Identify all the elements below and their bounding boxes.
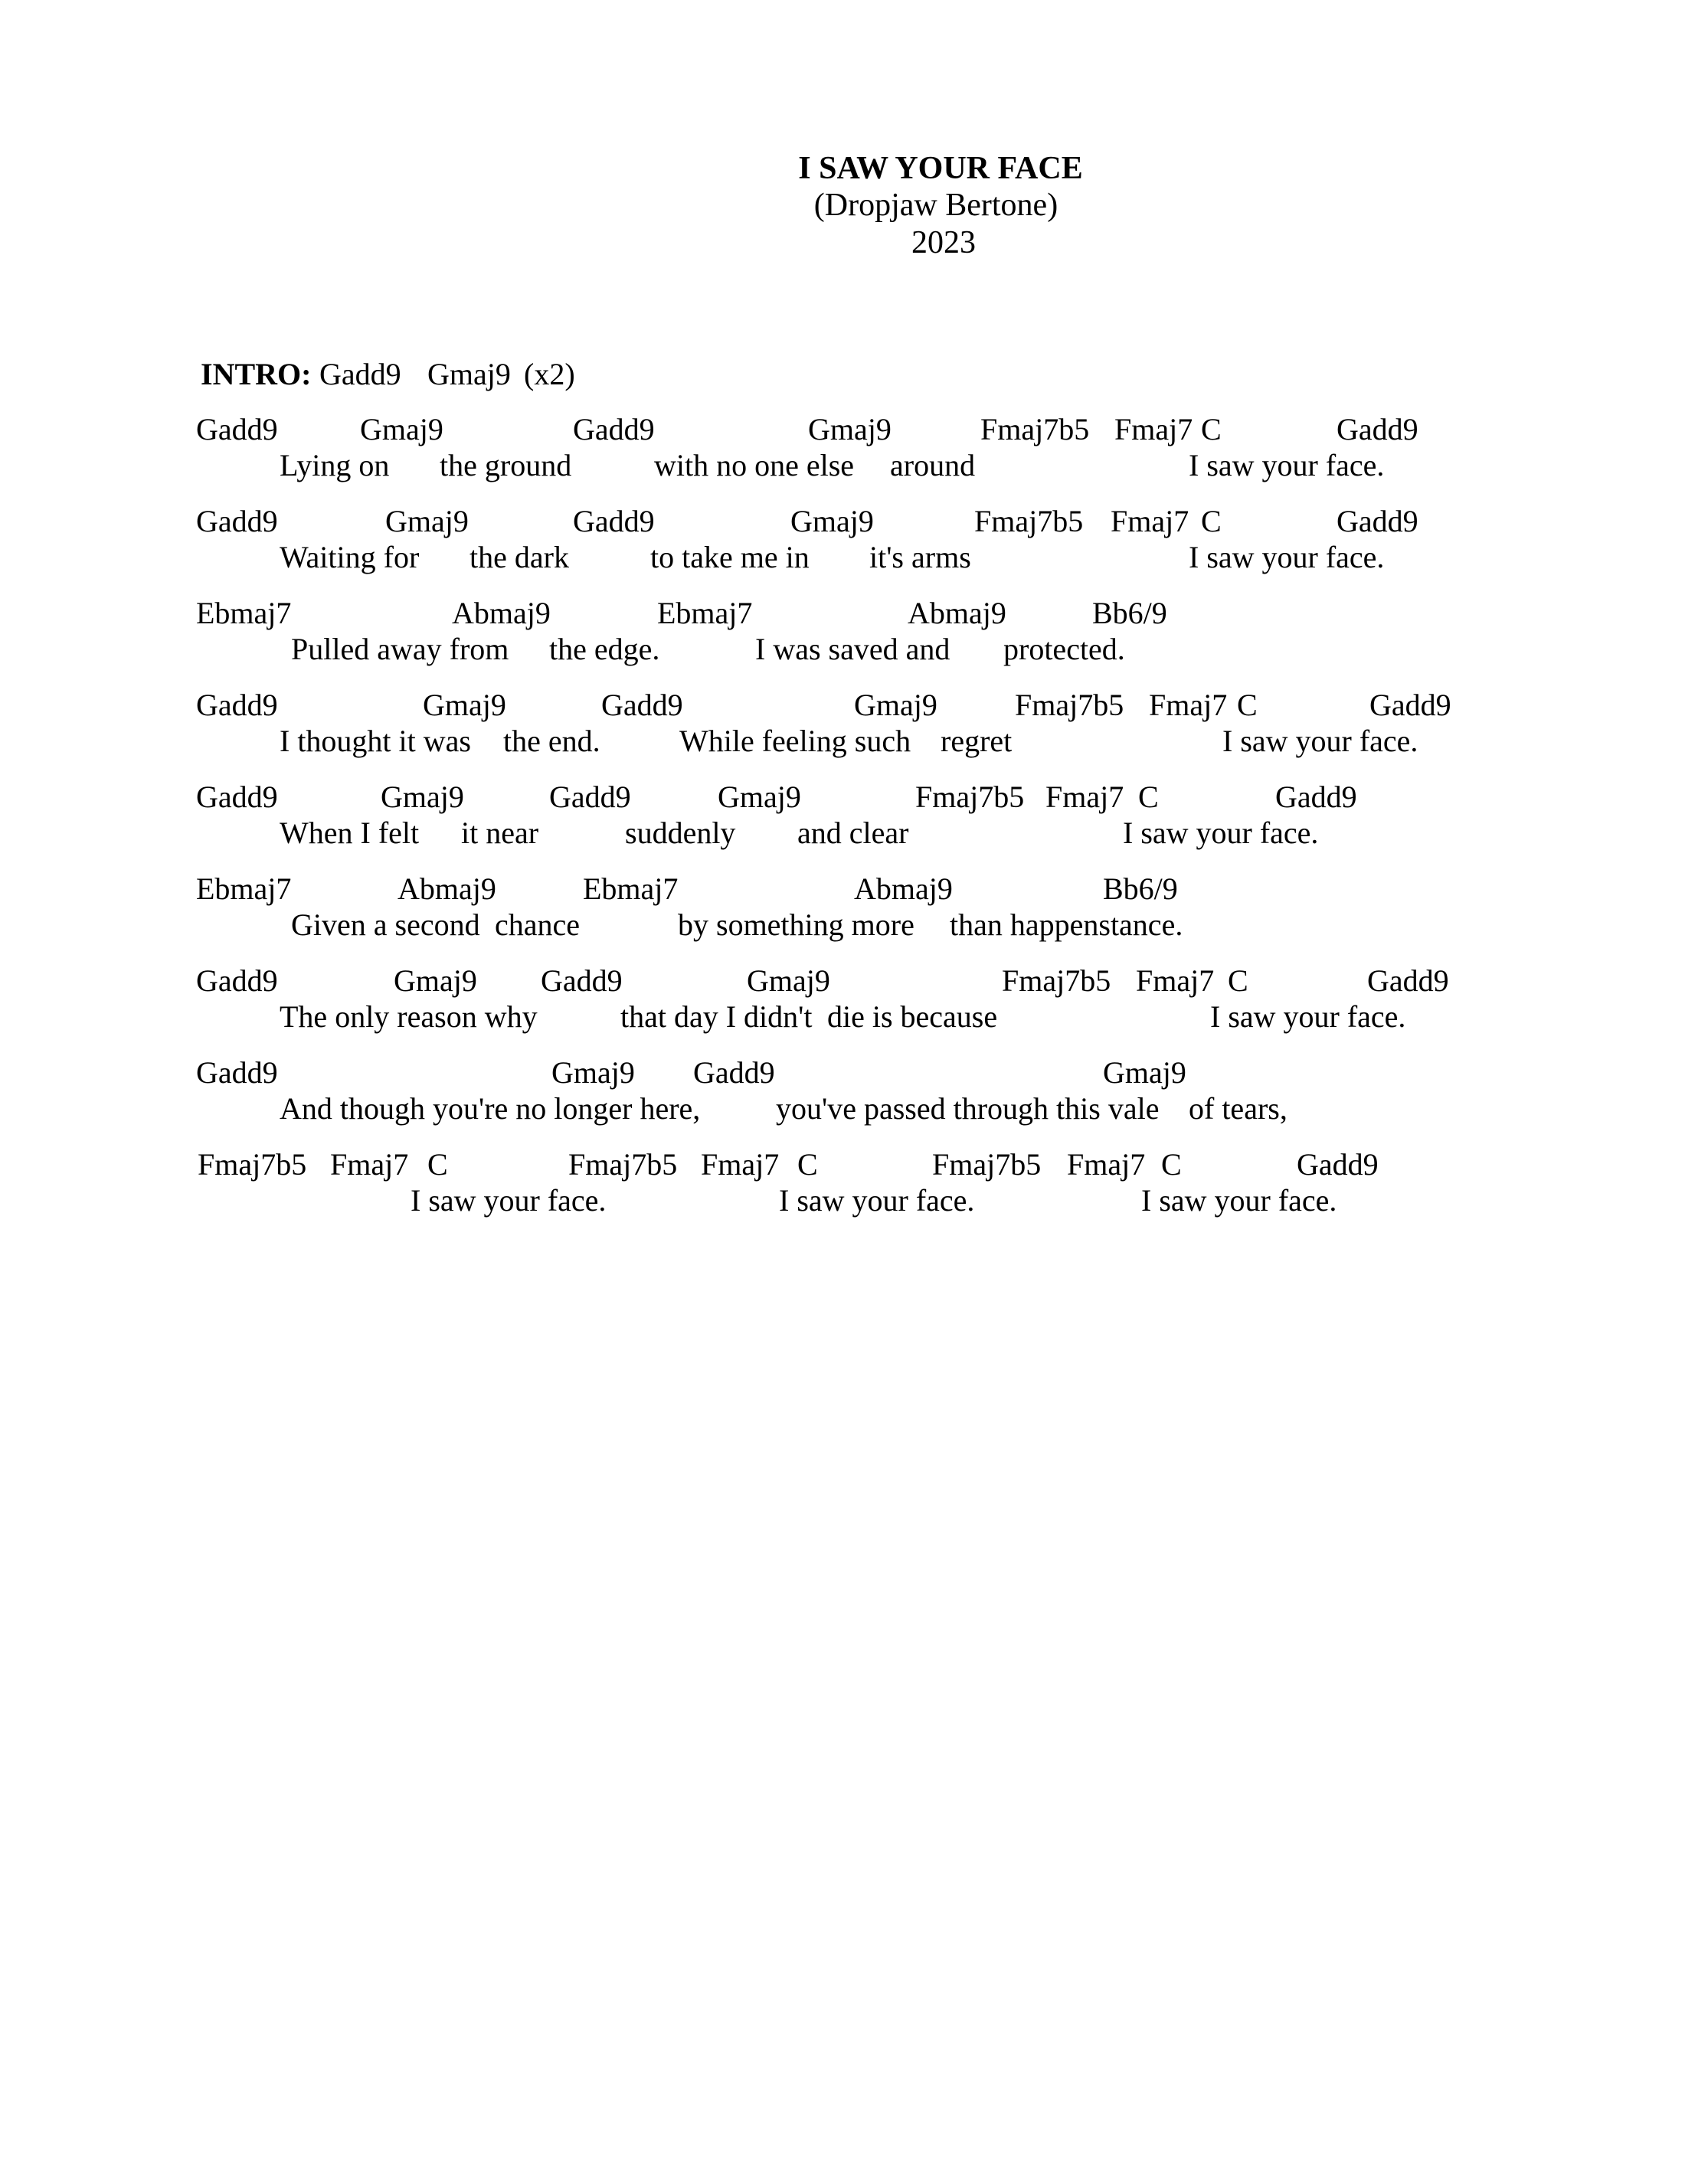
lyric-line [0, 999, 1685, 1039]
song-title: I SAW YOUR FACE [798, 151, 1083, 186]
chord-line [0, 688, 1685, 727]
chord: Gadd9 [1367, 963, 1449, 998]
lyric-segment: than happenstance. [950, 907, 1183, 942]
chord: C [427, 1147, 448, 1182]
chord: Gmaj9 [551, 1055, 635, 1090]
chord: Gadd9 [196, 1055, 278, 1090]
chord: Fmaj7 [1149, 688, 1228, 722]
lyric-line [0, 1091, 1685, 1131]
lyric-segment: The only reason why [280, 999, 538, 1034]
lyric-segment: When I felt [280, 816, 420, 850]
lyric-segment: I was saved and [755, 632, 950, 666]
chord: Gadd9 [196, 688, 278, 722]
lyric-segment: Waiting for [280, 540, 420, 574]
chord: Fmaj7 [1114, 412, 1193, 446]
chord: Fmaj7 [1111, 504, 1189, 538]
chord: Fmaj7 [1045, 780, 1124, 814]
lyric-segment: And though you're no longer here, [280, 1091, 701, 1126]
chord: Fmaj7b5 [932, 1147, 1042, 1182]
lyric-segment: I saw your face. [1189, 448, 1385, 482]
chord: Ebmaj7 [583, 871, 679, 906]
chord: Abmaj9 [398, 871, 496, 906]
lyric-line [0, 632, 1685, 672]
chord: Gadd9 [196, 780, 278, 814]
chord: Fmaj7b5 [980, 412, 1090, 446]
chord: Fmaj7b5 [915, 780, 1025, 814]
chord: Fmaj7b5 [974, 504, 1084, 538]
song-artist: (Dropjaw Bertone) [813, 188, 1058, 223]
lyric-segment: Pulled away from [291, 632, 509, 666]
chord: Gmaj9 [854, 688, 937, 722]
chord: Ebmaj7 [196, 871, 292, 906]
lyric-segment: I saw your face. [779, 1183, 975, 1218]
chord: C [1201, 412, 1222, 446]
chord: Bb6/9 [1103, 871, 1178, 906]
chord: C [797, 1147, 818, 1182]
chord: Gmaj9 [360, 412, 443, 446]
chord: (x2) [524, 357, 575, 391]
chord: Gadd9 [1337, 504, 1418, 538]
chord-line [0, 504, 1685, 544]
chord: Fmaj7b5 [568, 1147, 678, 1182]
chord: Fmaj7b5 [198, 1147, 307, 1182]
chord: C [1237, 688, 1258, 722]
chord: Fmaj7 [1067, 1147, 1146, 1182]
chord: C [1161, 1147, 1182, 1182]
chord: Gmaj9 [394, 963, 477, 998]
lyric-segment: Lying on [280, 448, 390, 482]
chord: Gmaj9 [747, 963, 830, 998]
chord: Gadd9 [573, 504, 655, 538]
chord: Gmaj9 [808, 412, 892, 446]
chord: Fmaj7 [701, 1147, 780, 1182]
lyric-line [0, 448, 1685, 488]
chord: Gmaj9 [423, 688, 506, 722]
chord: Gadd9 [573, 412, 655, 446]
chord-line [0, 963, 1685, 1003]
lyric-segment: it near [461, 816, 539, 850]
lyric-segment: by something more [678, 907, 914, 942]
chord: Fmaj7 [1136, 963, 1215, 998]
lyric-segment: with no one else [654, 448, 855, 482]
lyric-segment: the end. [503, 724, 600, 758]
song-year: 2023 [911, 225, 976, 260]
lyric-segment: suddenly [625, 816, 736, 850]
lyric-segment: I saw your face. [411, 1183, 607, 1218]
chord: Gmaj9 [385, 504, 469, 538]
chord: Gmaj9 [1103, 1055, 1186, 1090]
lyric-segment: the dark [470, 540, 569, 574]
chord: Gmaj9 [427, 357, 511, 391]
chord: Bb6/9 [1092, 596, 1167, 630]
chord: Ebmaj7 [657, 596, 753, 630]
lyric-segment: protected. [1003, 632, 1125, 666]
lyric-segment: I saw your face. [1141, 1183, 1337, 1218]
chord: Gadd9 [693, 1055, 775, 1090]
chord: Abmaj9 [854, 871, 953, 906]
chord: Gmaj9 [381, 780, 464, 814]
chord: Fmaj7b5 [1015, 688, 1124, 722]
chord: C [1138, 780, 1159, 814]
chord: Gadd9 [319, 357, 401, 391]
lyric-segment: I thought it was [280, 724, 471, 758]
lyric-segment: it's arms [869, 540, 971, 574]
chord: Gadd9 [601, 688, 683, 722]
chord-line [0, 871, 1685, 911]
lyric-line [0, 540, 1685, 580]
lyric-segment: While feeling such [679, 724, 911, 758]
chord: Gadd9 [196, 412, 278, 446]
chord: Ebmaj7 [196, 596, 292, 630]
lyric-segment: of tears, [1189, 1091, 1287, 1126]
chord-line [0, 412, 1685, 452]
chord-line [0, 596, 1685, 636]
chord: Gadd9 [196, 963, 278, 998]
lyric-line [0, 816, 1685, 855]
chord: Abmaj9 [452, 596, 551, 630]
chord: Gmaj9 [718, 780, 801, 814]
lyric-segment: that day I didn't [620, 999, 813, 1034]
lyric-segment: I saw your face. [1222, 724, 1418, 758]
lyric-segment: the edge. [549, 632, 660, 666]
chord: Fmaj7b5 [1002, 963, 1111, 998]
chord: Gmaj9 [790, 504, 874, 538]
intro-line [0, 357, 1685, 397]
chord: C [1201, 504, 1222, 538]
chord: C [1228, 963, 1248, 998]
chord: Abmaj9 [908, 596, 1006, 630]
lyric-line [0, 724, 1685, 763]
lyric-segment: around [890, 448, 976, 482]
chord: Gadd9 [196, 504, 278, 538]
lyric-segment: I saw your face. [1189, 540, 1385, 574]
lyric-segment: to take me in [650, 540, 810, 574]
chord: Gadd9 [549, 780, 631, 814]
lyric-segment: die is because [827, 999, 998, 1034]
lyric-segment: the ground [440, 448, 572, 482]
chord-line [0, 1055, 1685, 1095]
chord: Gadd9 [1275, 780, 1357, 814]
chord: Gadd9 [1369, 688, 1451, 722]
chord: Gadd9 [1337, 412, 1418, 446]
lyric-segment: I saw your face. [1210, 999, 1406, 1034]
lyric-segment: regret [941, 724, 1013, 758]
lyric-segment: I saw your face. [1123, 816, 1319, 850]
lyric-segment: Given a second [291, 907, 480, 942]
lyric-segment: chance [495, 907, 581, 942]
lyric-line [0, 907, 1685, 947]
chord: Gadd9 [1297, 1147, 1379, 1182]
section-label: INTRO: [201, 357, 312, 391]
chord-line [0, 780, 1685, 819]
lyric-segment: you've passed through this vale [776, 1091, 1160, 1126]
chord-line [0, 1147, 1685, 1187]
chord: Gadd9 [541, 963, 623, 998]
lyric-line [0, 1183, 1685, 1223]
lyric-segment: and clear [797, 816, 909, 850]
chord: Fmaj7 [330, 1147, 409, 1182]
